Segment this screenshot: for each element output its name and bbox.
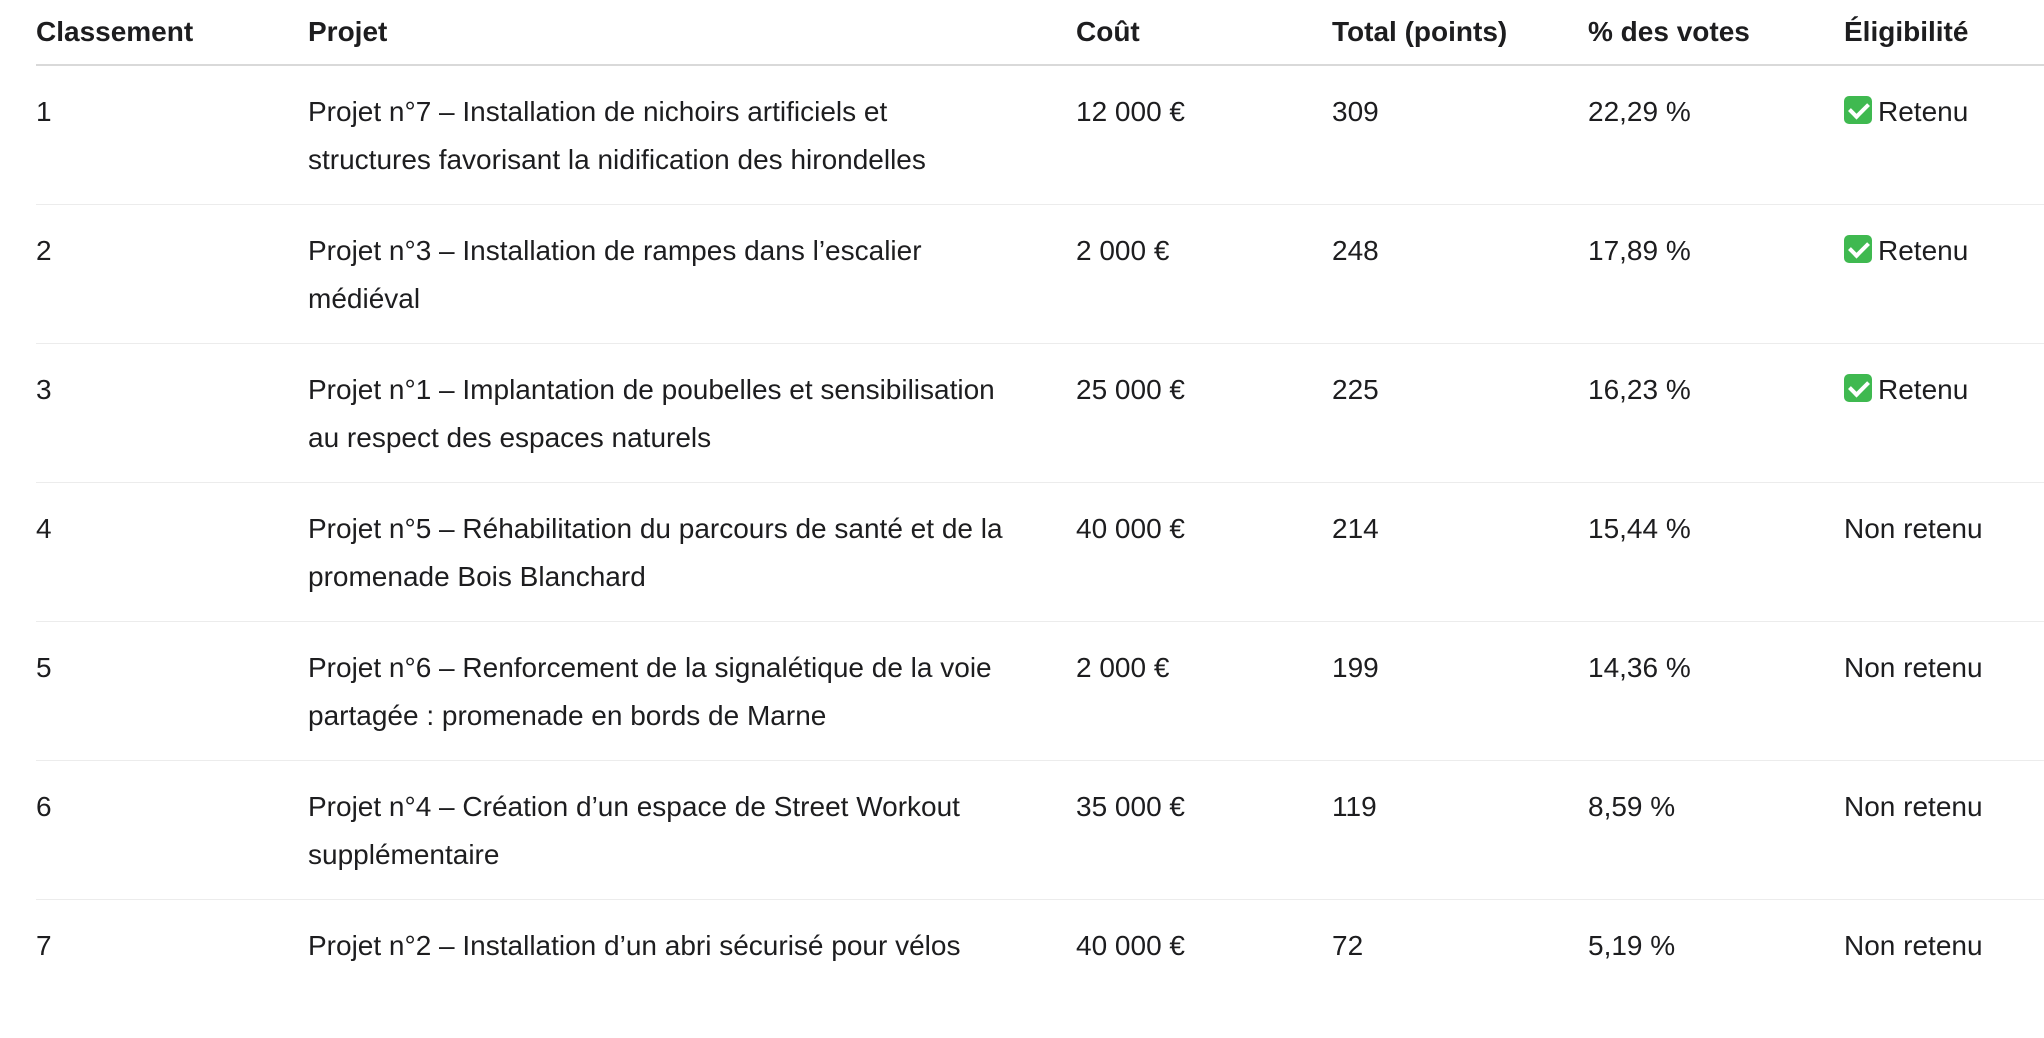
- cell-eligibility: Non retenu: [1844, 900, 2044, 1038]
- header-rank[interactable]: Classement: [36, 0, 308, 65]
- cell-percent: 16,23 %: [1588, 344, 1844, 483]
- table-row: [36, 205, 2044, 344]
- results-table: [36, 0, 2044, 1038]
- cell-total: 119: [1332, 761, 1588, 900]
- cell-rank: 3: [36, 344, 308, 483]
- eligibility-status: Retenu: [1878, 374, 1968, 405]
- cell-total: 225: [1332, 344, 1588, 483]
- header-percent[interactable]: % des votes: [1588, 0, 1844, 65]
- table-row: [36, 900, 2044, 1038]
- cell-project: Projet n°4 – Création d’un espace de Street Workout supplémentaire: [308, 761, 1076, 900]
- cell-total: 248: [1332, 205, 1588, 344]
- header-eligibility[interactable]: Éligibilité: [1844, 0, 2044, 65]
- cell-eligibility: Non retenu: [1844, 761, 2044, 900]
- cell-percent: 22,29 %: [1588, 65, 1844, 205]
- table-row: [36, 483, 2044, 622]
- header-row: [36, 0, 2044, 65]
- cell-rank: 4: [36, 483, 308, 622]
- cell-cost: 12 000 €: [1076, 65, 1332, 205]
- cell-project: Projet n°6 – Renforcement de la signalétique de la voie partagée : promenade en bords de Marne: [308, 622, 1076, 761]
- cell-cost: 35 000 €: [1076, 761, 1332, 900]
- cell-eligibility: Non retenu: [1844, 622, 2044, 761]
- table-header: [36, 0, 2044, 65]
- cell-project: Projet n°2 – Installation d’un abri sécurisé pour vélos: [308, 900, 1076, 1038]
- table-row: [36, 761, 2044, 900]
- check-mark-icon: [1844, 96, 1872, 124]
- cell-total: 72: [1332, 900, 1588, 1038]
- cell-project: Projet n°1 – Implantation de poubelles et sensibilisation au respect des espaces naturels: [308, 344, 1076, 483]
- cell-cost: 2 000 €: [1076, 622, 1332, 761]
- cell-cost: 40 000 €: [1076, 900, 1332, 1038]
- cell-total: 309: [1332, 65, 1588, 205]
- cell-eligibility: [1844, 205, 2044, 344]
- cell-eligibility: Non retenu: [1844, 483, 2044, 622]
- cell-cost: 2 000 €: [1076, 205, 1332, 344]
- table-row: [36, 65, 2044, 205]
- header-project[interactable]: Projet: [308, 0, 1076, 65]
- eligibility-status: Retenu: [1878, 96, 1968, 127]
- cell-rank: 1: [36, 65, 308, 205]
- cell-rank: 6: [36, 761, 308, 900]
- cell-project: Projet n°3 – Installation de rampes dans l’escalier médiéval: [308, 205, 1076, 344]
- cell-eligibility: [1844, 344, 2044, 483]
- cell-percent: 14,36 %: [1588, 622, 1844, 761]
- check-mark-icon: [1844, 235, 1872, 263]
- cell-cost: 25 000 €: [1076, 344, 1332, 483]
- cell-rank: 7: [36, 900, 308, 1038]
- table-row: [36, 344, 2044, 483]
- cell-percent: 8,59 %: [1588, 761, 1844, 900]
- cell-eligibility: [1844, 65, 2044, 205]
- cell-total: 199: [1332, 622, 1588, 761]
- cell-rank: 2: [36, 205, 308, 344]
- header-cost[interactable]: Coût: [1076, 0, 1332, 65]
- check-mark-icon: [1844, 374, 1872, 402]
- cell-project: Projet n°5 – Réhabilitation du parcours de santé et de la promenade Bois Blanchard: [308, 483, 1076, 622]
- cell-percent: 15,44 %: [1588, 483, 1844, 622]
- cell-project: Projet n°7 – Installation de nichoirs artificiels et structures favorisant la nidification des hirondelles: [308, 65, 1076, 205]
- cell-percent: 17,89 %: [1588, 205, 1844, 344]
- table-body: [36, 65, 2044, 1038]
- cell-percent: 5,19 %: [1588, 900, 1844, 1038]
- cell-cost: 40 000 €: [1076, 483, 1332, 622]
- cell-total: 214: [1332, 483, 1588, 622]
- table-row: [36, 622, 2044, 761]
- results-table-container: [36, 0, 2044, 1038]
- header-total[interactable]: Total (points): [1332, 0, 1588, 65]
- cell-rank: 5: [36, 622, 308, 761]
- eligibility-status: Retenu: [1878, 235, 1968, 266]
